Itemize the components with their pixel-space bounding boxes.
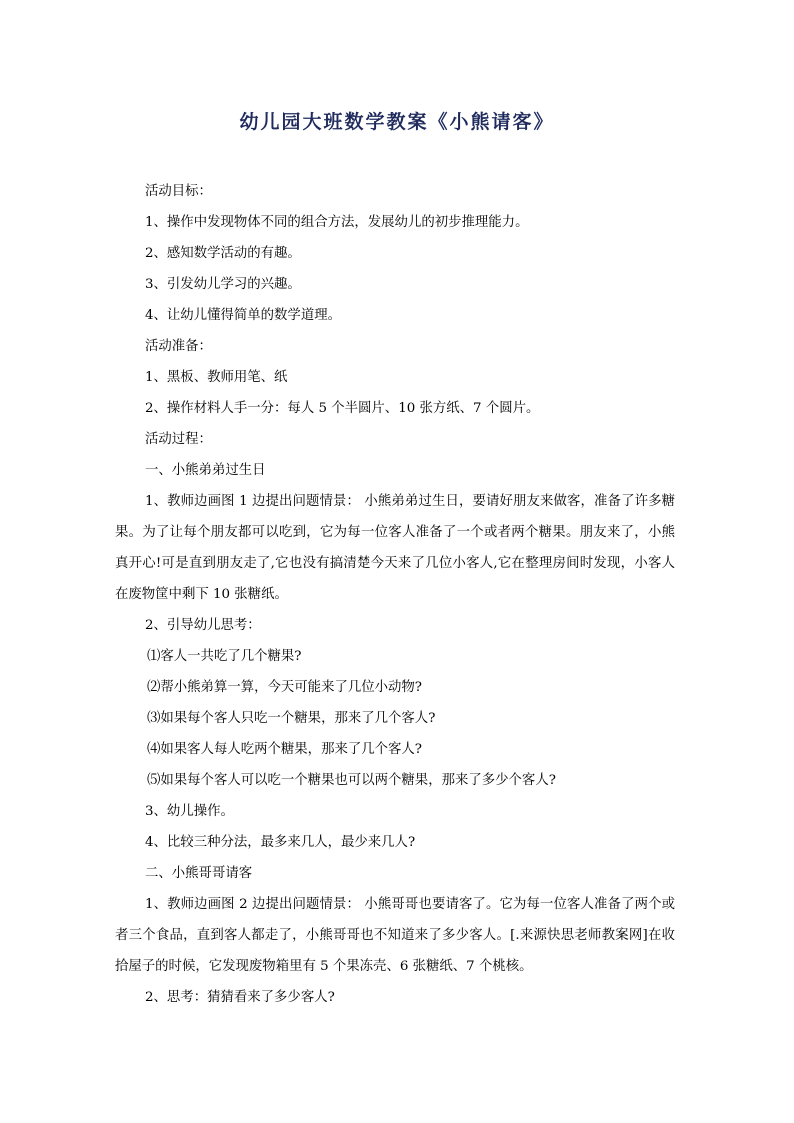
goal-item-1: 1、操作中发现物体不同的组合方法，发展幼儿的初步推理能力。 (145, 215, 529, 230)
part-heading-2: 二、小熊哥哥请客 (145, 866, 253, 881)
question-1: ⑴客人一共吃了几个糖果? (147, 649, 302, 664)
document-title: 幼儿园大班数学教案《小熊请客》 (239, 111, 555, 133)
section-heading-preparation: 活动准备： (145, 339, 212, 354)
part-heading-1: 一、小熊弟弟过生日 (145, 463, 266, 478)
preparation-item-1: 1、黑板、教师用笔、纸 (145, 370, 288, 385)
part2-step-1: 1、教师边画图 2 边提出问题情景： 小熊哥哥也要请客了。它为每一位客人准备了两个或者三个食品，直到客人都走了，小熊哥哥也不知道来了多少客人。[.来源快思老师教案网]在收拾屋子的时候，它发现废物箱里有 5 个果冻壳、6 张糖纸、7 个桃核。 (115, 897, 675, 974)
part1-step-2: 2、引导幼儿思考： (145, 618, 261, 633)
goal-item-4: 4、让幼儿懂得简单的数学道理。 (145, 308, 341, 323)
section-heading-goals: 活动目标： (145, 184, 212, 199)
document-body (115, 176, 675, 1013)
part1-step-1: 1、教师边画图 1 边提出问题情景： 小熊弟弟过生日，要请好朋友来做客，准备了许多糖果。为了让每个朋友都可以吃到，它为每一位客人准备了一个或者两个糖果。朋友来了，小熊真开心!可是直到朋友走了,它也没有搞清楚今天来了几位小客人,它在整理房间时发现，小客人在废物筐中剩下 10 张糖纸。 (115, 494, 675, 602)
question-5: ⑸如果每个客人可以吃一个糖果也可以两个糖果，那来了多少个客人? (147, 773, 556, 788)
part2-step-2: 2、思考：猜猜看来了多少客人? (145, 990, 335, 1005)
question-3: ⑶如果每个客人只吃一个糖果，那来了几个客人? (147, 711, 436, 726)
part1-step-3: 3、幼儿操作。 (145, 804, 234, 819)
section-heading-process: 活动过程： (145, 432, 212, 447)
goal-item-2: 2、感知数学活动的有趣。 (145, 246, 301, 261)
preparation-item-2: 2、操作材料人手一分：每人 5 个半圆片、10 张方纸、7 个圆片。 (145, 401, 540, 416)
question-2: ⑵帮小熊弟算一算，今天可能来了几位小动物? (147, 680, 422, 695)
goal-item-3: 3、引发幼儿学习的兴趣。 (145, 277, 301, 292)
part1-step-4: 4、比较三种分法，最多来几人，最少来几人? (145, 835, 416, 850)
question-4: ⑷如果客人每人吃两个糖果，那来了几个客人? (147, 742, 422, 757)
